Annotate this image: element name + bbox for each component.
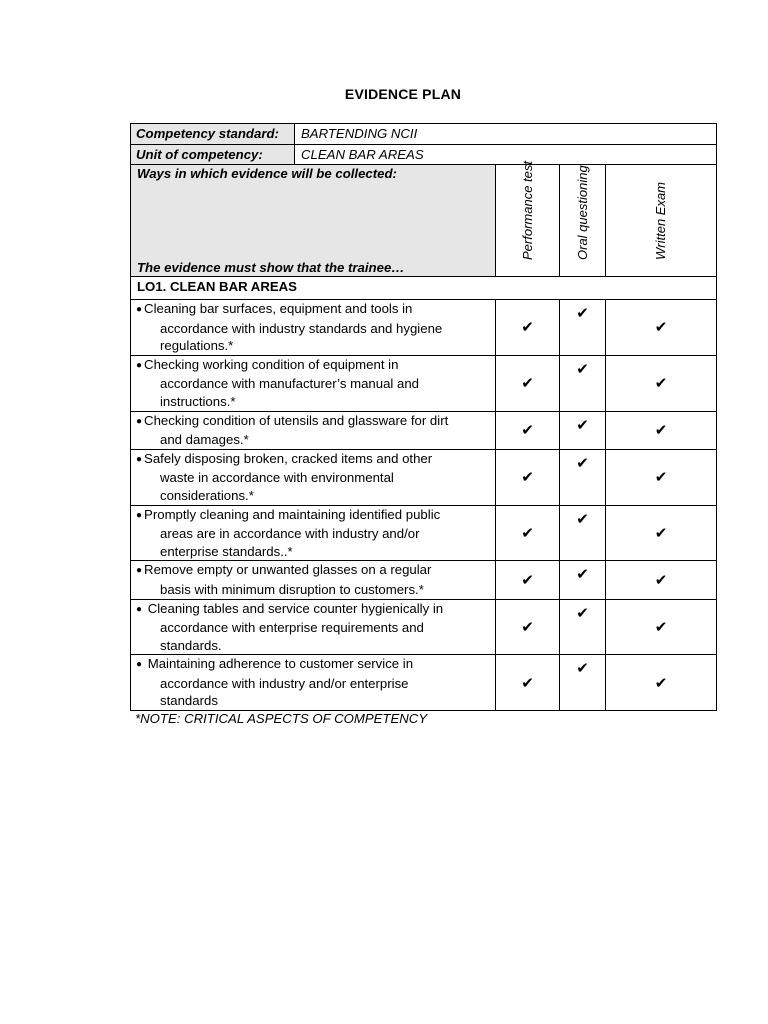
check-cell-oral [560, 599, 606, 655]
checkmark-icon: ✔ [654, 422, 668, 440]
evidence-item-text: Cleaning bar surfaces, equipment and tools in [144, 301, 413, 316]
check-cell-oral [560, 505, 606, 561]
checkmark-icon: ✔ [576, 510, 589, 528]
evidence-row [131, 449, 717, 505]
evidence-item-continuation: considerations.* [160, 487, 254, 503]
checkmark-icon: ✔ [654, 319, 668, 337]
check-cell-written [606, 355, 717, 411]
check-cell-oral [560, 655, 606, 711]
lo-heading: LO1. CLEAN BAR AREAS [131, 277, 717, 300]
check-cell-oral [560, 300, 606, 356]
check-cell-written [606, 561, 717, 599]
unit-of-competency-label: Unit of competency: [131, 144, 295, 165]
checkmark-icon: ✔ [576, 454, 589, 472]
evidence-row [131, 355, 717, 411]
evidence-item-text: Safely disposing broken, cracked items and other [144, 450, 433, 466]
checkmark-icon: ✔ [654, 674, 668, 692]
evidence-row [131, 655, 717, 711]
bullet-icon: ● [136, 603, 143, 615]
evidence-item-text: Checking working condition of equipment in [144, 356, 399, 372]
checkmark-icon: ✔ [521, 469, 534, 487]
checkmark-icon: ✔ [576, 660, 589, 678]
check-cell-performance [496, 561, 560, 599]
evidence-item [131, 561, 496, 599]
competency-standard-row [131, 124, 717, 145]
checkmark-icon: ✔ [521, 375, 534, 393]
check-cell-performance [496, 655, 560, 711]
evidence-item-first-line [136, 300, 491, 320]
checkmark-icon: ✔ [521, 674, 534, 692]
unit-of-competency-row [131, 144, 717, 165]
checkmark-icon: ✔ [654, 469, 668, 487]
evidence-item-text: Cleaning tables and service counter hygienically in [144, 600, 444, 616]
checkmark-icon: ✔ [576, 305, 589, 322]
evidence-item-continuation: enterprise standards..* [160, 543, 293, 559]
checkmark-icon: ✔ [521, 618, 534, 636]
checkmark-icon: ✔ [576, 566, 589, 584]
check-cell-performance [496, 355, 560, 411]
trainee-label: The evidence must show that the trainee… [137, 260, 405, 275]
evidence-item-continuation: standards [160, 693, 218, 709]
competency-standard-label: Competency standard: [131, 124, 295, 145]
evidence-item-continuation: regulations.* [160, 338, 234, 354]
evidence-item [131, 411, 496, 449]
bullet-icon: ● [136, 509, 143, 521]
evidence-item-continuation: waste in accordance with environmental [160, 470, 394, 486]
evidence-row [131, 561, 717, 599]
method-header-written [606, 165, 717, 277]
check-cell-performance [496, 599, 560, 655]
checkmark-icon: ✔ [654, 524, 668, 542]
bullet-icon: ● [136, 304, 143, 315]
check-cell-written [606, 411, 717, 449]
checkmark-icon: ✔ [521, 524, 534, 542]
check-cell-performance [496, 505, 560, 561]
evidence-row [131, 411, 717, 449]
method-header-performance [496, 161, 560, 277]
check-cell-oral [560, 449, 606, 505]
evidence-item-first-line [136, 655, 491, 675]
checkmark-icon: ✔ [521, 319, 534, 337]
evidence-item-first-line [136, 506, 491, 526]
evidence-item-continuation: accordance with enterprise requirements and [160, 620, 424, 636]
evidence-item-continuation: accordance with industry standards and hygiene [160, 320, 443, 336]
evidence-item-text: Promptly cleaning and maintaining identified public [144, 506, 441, 522]
competency-standard-value: BARTENDING NCII [295, 124, 717, 145]
checkmark-icon: ✔ [521, 422, 534, 440]
checkmark-icon: ✔ [576, 416, 589, 434]
checkmark-icon: ✔ [521, 571, 534, 589]
bullet-icon: ● [136, 453, 143, 465]
evidence-row [131, 505, 717, 561]
evidence-item-continuation: areas are in accordance with industry and/or [160, 526, 420, 542]
check-cell-oral [560, 411, 606, 449]
bullet-icon: ● [136, 415, 143, 427]
unit-of-competency-value: CLEAN BAR AREAS [295, 144, 717, 165]
ways-label: Ways in which evidence will be collected: [137, 166, 397, 181]
check-cell-written [606, 449, 717, 505]
critical-aspects-note: *NOTE: CRITICAL ASPECTS OF COMPETENCY [135, 711, 428, 726]
check-cell-written [606, 655, 717, 711]
check-cell-performance [496, 449, 560, 505]
method-performance-test: Performance test [519, 161, 535, 260]
evidence-item-text: Checking condition of utensils and glassware for dirt [144, 412, 449, 428]
evidence-row [131, 599, 717, 655]
check-cell-written [606, 599, 717, 655]
evidence-item-first-line [136, 356, 491, 376]
check-cell-performance [496, 411, 560, 449]
evidence-item-continuation: basis with minimum disruption to customers.* [160, 581, 424, 597]
checkmark-icon: ✔ [576, 604, 589, 622]
evidence-item-text: Remove empty or unwanted glasses on a regular [144, 562, 432, 578]
evidence-item-first-line [136, 600, 491, 620]
evidence-item-continuation: and damages.* [160, 432, 249, 448]
evidence-row [131, 300, 717, 356]
evidence-item [131, 655, 496, 711]
evidence-item [131, 505, 496, 561]
evidence-item [131, 300, 496, 356]
evidence-item [131, 355, 496, 411]
ways-cell [131, 165, 496, 277]
evidence-item-first-line [136, 561, 491, 581]
bullet-icon: ● [136, 359, 143, 371]
check-cell-performance [496, 300, 560, 356]
evidence-item-continuation: instructions.* [160, 393, 236, 409]
document-title: EVIDENCE PLAN [344, 86, 462, 102]
check-cell-oral [560, 355, 606, 411]
method-header-oral [560, 165, 606, 277]
checkmark-icon: ✔ [654, 375, 668, 393]
lo-heading-row [131, 277, 717, 300]
check-cell-oral [560, 561, 606, 599]
check-cell-written [606, 300, 717, 356]
bullet-icon: ● [136, 659, 143, 671]
evidence-item-first-line [136, 412, 491, 432]
checkmark-icon: ✔ [576, 360, 589, 378]
evidence-item-text: Maintaining adherence to customer service in [144, 656, 414, 672]
checkmark-icon: ✔ [654, 618, 668, 636]
method-oral-questioning: Oral questioning [574, 165, 590, 260]
methods-header-row [131, 165, 717, 277]
checkmark-icon: ✔ [654, 571, 668, 589]
method-written-exam: Written Exam [653, 181, 668, 260]
evidence-item-first-line [136, 450, 491, 470]
check-cell-written [606, 505, 717, 561]
evidence-plan-table [130, 123, 717, 711]
evidence-item-continuation: accordance with manufacturer’s manual and [160, 376, 420, 392]
evidence-item-continuation: standards. [160, 637, 222, 653]
bullet-icon: ● [136, 565, 143, 577]
evidence-item-continuation: accordance with industry and/or enterprise [160, 675, 409, 691]
evidence-item [131, 449, 496, 505]
evidence-item [131, 599, 496, 655]
